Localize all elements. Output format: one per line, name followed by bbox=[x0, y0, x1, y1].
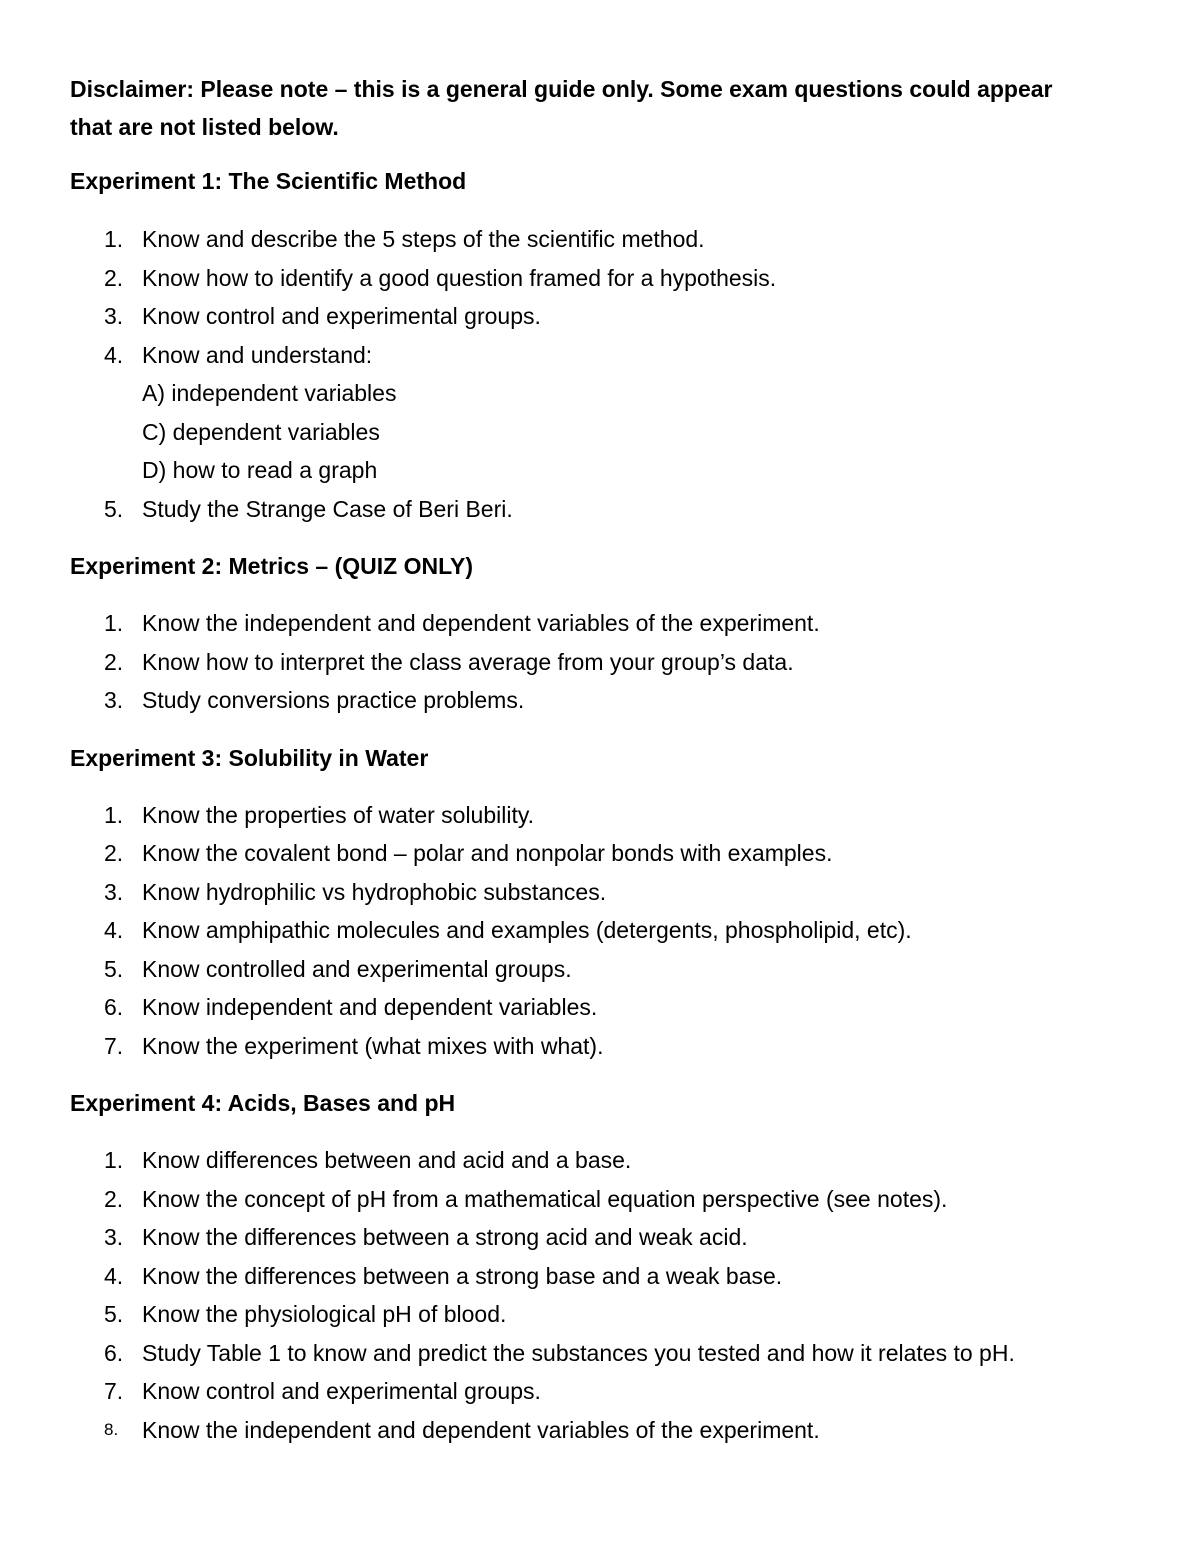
experiment-4-list bbox=[70, 1145, 1130, 1453]
list-number: 5. bbox=[104, 1301, 124, 1327]
list-item-text: Know differences between and acid and a base. bbox=[142, 1147, 632, 1173]
experiment-2-section bbox=[70, 551, 1130, 724]
list-number: 5. bbox=[104, 955, 124, 982]
list-item-text: Study Table 1 to know and predict the substances you tested and how it relates to pH. bbox=[142, 1339, 1015, 1366]
list-item bbox=[70, 494, 1130, 533]
list-item-text: Know and understand: bbox=[142, 341, 373, 368]
list-item bbox=[70, 1031, 1130, 1070]
list-item bbox=[70, 954, 1130, 993]
list-number: 4. bbox=[104, 341, 124, 368]
list-number: 4. bbox=[104, 1262, 124, 1289]
list-number: 5. bbox=[104, 495, 124, 522]
experiment-1-heading: Experiment 1: The Scientific Method bbox=[70, 168, 467, 194]
experiment-1-section bbox=[70, 166, 1130, 532]
list-item-text: Know how to identify a good question framed for a hypothesis. bbox=[142, 264, 777, 291]
list-number: 1. bbox=[104, 801, 124, 828]
experiment-4-heading: Experiment 4: Acids, Bases and pH bbox=[70, 1090, 456, 1116]
list-number: 1. bbox=[104, 610, 124, 636]
list-item-text: Know and describe the 5 steps of the scientific method. bbox=[142, 226, 705, 252]
list-item bbox=[70, 838, 1130, 877]
sub-item: D) how to read a graph bbox=[142, 457, 378, 483]
experiment-4-section bbox=[70, 1088, 1130, 1453]
list-item bbox=[70, 1184, 1130, 1223]
list-number: 2. bbox=[104, 264, 124, 291]
list-number: 6. bbox=[104, 994, 124, 1020]
list-number: 7. bbox=[104, 1032, 124, 1059]
list-item-text: Know the concept of pH from a mathematical equation perspective (see notes). bbox=[142, 1185, 948, 1212]
list-item bbox=[70, 685, 1130, 724]
list-number: 1. bbox=[104, 226, 124, 252]
list-item-text: Know the differences between a strong base and a weak base. bbox=[142, 1262, 783, 1289]
list-item bbox=[70, 1145, 1130, 1184]
list-item-text: Know amphipathic molecules and examples (detergents, phospholipid, etc). bbox=[142, 917, 912, 943]
list-item-text: Know control and experimental groups. bbox=[142, 1378, 541, 1404]
list-number: 3. bbox=[104, 687, 124, 713]
list-item bbox=[70, 877, 1130, 916]
list-item-text: Know the independent and dependent variables of the experiment. bbox=[142, 1416, 820, 1443]
list-item bbox=[70, 608, 1130, 647]
list-item-text: Know the covalent bond – polar and nonpolar bonds with examples. bbox=[142, 840, 833, 866]
list-item bbox=[70, 992, 1130, 1031]
list-item bbox=[70, 1415, 1130, 1454]
list-item bbox=[70, 1376, 1130, 1415]
sub-item: A) independent variables bbox=[142, 380, 397, 406]
disclaimer-line-2: that are not listed below. bbox=[70, 114, 339, 140]
experiment-3-heading: Experiment 3: Solubility in Water bbox=[70, 744, 429, 771]
disclaimer bbox=[70, 70, 1130, 146]
list-number: 7. bbox=[104, 1378, 124, 1404]
experiment-1-list bbox=[70, 224, 1130, 532]
list-item bbox=[70, 340, 1130, 379]
list-item-text: Know hydrophilic vs hydrophobic substances. bbox=[142, 878, 607, 905]
list-number: 3. bbox=[104, 878, 124, 905]
list-item-text: Know the physiological pH of blood. bbox=[142, 1301, 507, 1327]
list-number: 1. bbox=[104, 1147, 124, 1173]
experiment-3-list bbox=[70, 800, 1130, 1070]
list-item-text: Know the experiment (what mixes with what). bbox=[142, 1032, 604, 1059]
list-number: 3. bbox=[104, 1224, 124, 1250]
list-item bbox=[70, 800, 1130, 839]
list-number: 6. bbox=[104, 1339, 124, 1366]
list-item bbox=[70, 915, 1130, 954]
experiment-2-list bbox=[70, 608, 1130, 724]
disclaimer-line-1: Disclaimer: Please note – this is a general guide only. Some exam questions could appear bbox=[70, 76, 1053, 102]
list-item-text: Know the differences between a strong acid and weak acid. bbox=[142, 1224, 748, 1250]
list-number: 4. bbox=[104, 917, 124, 943]
list-item-text: Study conversions practice problems. bbox=[142, 687, 525, 713]
list-item-text: Know independent and dependent variables. bbox=[142, 994, 598, 1020]
sub-item: C) dependent variables bbox=[142, 418, 380, 445]
list-item-text: Know the properties of water solubility. bbox=[142, 801, 535, 828]
list-item bbox=[70, 301, 1130, 340]
list-item bbox=[70, 1338, 1130, 1377]
list-number: 3. bbox=[104, 303, 124, 329]
list-item-text: Know the independent and dependent variables of the experiment. bbox=[142, 610, 820, 636]
list-item bbox=[70, 1261, 1130, 1300]
list-item bbox=[70, 263, 1130, 302]
list-item-text: Know controlled and experimental groups. bbox=[142, 955, 572, 982]
list-number: 2. bbox=[104, 648, 124, 675]
list-item-text: Know control and experimental groups. bbox=[142, 303, 541, 329]
list-number: 2. bbox=[104, 1185, 124, 1212]
document-page bbox=[70, 70, 1130, 1453]
experiment-3-section bbox=[70, 743, 1130, 1070]
list-item bbox=[70, 647, 1130, 686]
list-item-text: Know how to interpret the class average from your group’s data. bbox=[142, 648, 794, 675]
list-number: 2. bbox=[104, 840, 124, 866]
list-item-text: Study the Strange Case of Beri Beri. bbox=[142, 495, 513, 522]
list-number: 8. bbox=[104, 1419, 119, 1439]
experiment-2-heading: Experiment 2: Metrics – (QUIZ ONLY) bbox=[70, 553, 474, 579]
list-item bbox=[70, 1222, 1130, 1261]
list-item bbox=[70, 1299, 1130, 1338]
list-item bbox=[70, 224, 1130, 263]
